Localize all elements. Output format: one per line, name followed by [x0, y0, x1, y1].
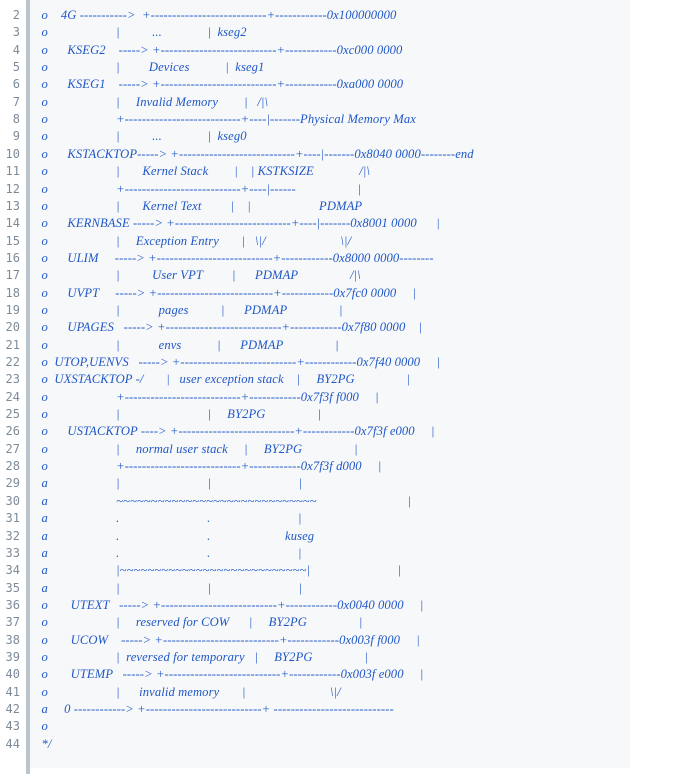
line-number: 13 — [5, 198, 20, 213]
code-text: o 4G -----------> +---------------------------+------------0x100000000 — [35, 8, 397, 22]
code-text: o +---------------------------+------------0x7f3f f000 | — [35, 389, 379, 404]
code-text: o | reserved for COW | BY2PG | — [35, 615, 363, 630]
line-number: 24 — [5, 389, 20, 404]
line-number: 19 — [5, 302, 20, 317]
code-line — [0, 371, 673, 388]
code-text: a ~~~~~~~~~~~~~~~~~~~~~~~~~~~~~ | — [35, 493, 412, 508]
line-number: 34 — [5, 563, 20, 578]
code-text: a . . kuseg — [35, 528, 315, 543]
code-text: o | Devices | kseg1 — [35, 60, 265, 75]
code-text: a . . | — [35, 511, 302, 526]
line-number: 43 — [5, 719, 20, 734]
code-text: o UTOP,UENVS -----> +---------------------------+------------0x7f40 0000 | — [35, 355, 440, 369]
code-line — [0, 718, 673, 735]
line-number: 10 — [5, 146, 20, 161]
line-number: 31 — [5, 511, 20, 526]
code-line — [0, 267, 673, 284]
code-line — [0, 24, 673, 41]
code-text: o UXSTACKTOP -/ | user exception stack | BY2PG | — [35, 372, 411, 387]
code-line — [0, 389, 673, 406]
code-line — [0, 580, 673, 597]
line-number: 4 — [12, 42, 20, 57]
line-number: 11 — [5, 164, 20, 179]
code-text: o | reversed for temporary | BY2PG | — [35, 649, 369, 664]
code-line — [0, 406, 673, 423]
code-line — [0, 510, 673, 527]
code-line — [0, 215, 673, 232]
code-line — [0, 458, 673, 475]
code-text: o | normal user stack | BY2PG | — [35, 441, 358, 456]
line-number: 23 — [5, 372, 20, 387]
line-number: 21 — [5, 337, 20, 352]
code-text: a | | | — [35, 476, 303, 491]
code-text: a 0 ------------> +---------------------------+ ---------------------------- — [35, 702, 394, 716]
line-number: 42 — [5, 702, 20, 716]
code-line — [0, 146, 673, 163]
line-number: 35 — [5, 580, 20, 595]
code-text: o UPAGES -----> +---------------------------+------------0x7f80 0000 | — [35, 320, 422, 335]
code-line — [0, 233, 673, 250]
code-line — [0, 163, 673, 180]
line-number: 8 — [12, 112, 20, 127]
code-text: a |~~~~~~~~~~~~~~~~~~~~~~~~~~~| | — [35, 563, 402, 578]
line-number: 39 — [5, 649, 20, 664]
code-line — [0, 94, 673, 111]
code-line — [0, 475, 673, 492]
code-text: o UCOW -----> +---------------------------+------------0x003f f000 | — [35, 632, 420, 647]
line-number: 29 — [5, 476, 20, 491]
code-line — [0, 632, 673, 649]
line-number: 17 — [5, 268, 20, 283]
code-text: a | | | — [35, 580, 303, 595]
code-line — [0, 59, 673, 76]
line-number: 41 — [5, 684, 20, 699]
line-number: 2 — [12, 8, 20, 22]
line-number: 33 — [5, 545, 20, 560]
line-number: 22 — [5, 355, 20, 369]
code-text: o USTACKTOP ----> +---------------------------+------------0x7f3f e000 | — [35, 424, 435, 439]
code-text: a . . | — [35, 545, 302, 560]
line-number: 7 — [12, 94, 20, 109]
line-number: 3 — [12, 25, 20, 40]
code-text: o | Exception Entry | \|/ \|/ — [35, 233, 352, 248]
line-number: 5 — [12, 60, 20, 75]
code-text: o | Kernel Stack | | KSTKSIZE /|\ — [35, 164, 370, 179]
code-text: o | envs | PDMAP | — [35, 337, 339, 352]
line-number: 15 — [5, 233, 20, 248]
code-line — [0, 285, 673, 302]
code-text: o | User VPT | PDMAP /|\ — [35, 268, 361, 283]
line-number: 32 — [5, 528, 20, 543]
code-line — [0, 562, 673, 579]
line-number: 27 — [5, 441, 20, 456]
code-line — [0, 250, 673, 267]
code-text: o | Invalid Memory | /|\ — [35, 94, 269, 109]
code-line — [0, 111, 673, 128]
code-line — [0, 493, 673, 510]
code-line — [0, 354, 673, 371]
line-number: 9 — [12, 129, 20, 144]
code-text: o KERNBASE -----> +---------------------------+----|-------0x8001 0000 | — [35, 216, 440, 231]
code-text: o KSEG1 -----> +---------------------------+------------0xa000 0000 — [35, 77, 404, 92]
code-text: o | | BY2PG | — [35, 407, 322, 422]
code-text: o | ... | kseg0 — [35, 129, 247, 144]
code-line — [0, 423, 673, 440]
code-line — [0, 76, 673, 93]
code-line — [0, 701, 673, 718]
code-text: o KSEG2 -----> +---------------------------+------------0xc000 0000 — [35, 42, 403, 57]
code-text: o UVPT -----> +---------------------------+------------0x7fc0 0000 | — [35, 285, 417, 300]
code-text: o +---------------------------+----|-------Physical Memory Max — [35, 112, 416, 127]
code-text: o — [35, 719, 48, 734]
code-text: o | invalid memory | \|/ — [35, 684, 341, 699]
code-line — [0, 7, 673, 24]
code-line — [0, 666, 673, 683]
code-line — [0, 545, 673, 562]
code-line — [0, 736, 673, 753]
line-number: 16 — [5, 250, 20, 265]
line-number: 12 — [5, 181, 20, 196]
code-line — [0, 128, 673, 145]
code-line — [0, 337, 673, 354]
code-line — [0, 302, 673, 319]
code-line — [0, 528, 673, 545]
code-text: o UTEXT -----> +---------------------------+------------0x0040 0000 | — [35, 597, 424, 612]
code-line — [0, 181, 673, 198]
code-line — [0, 614, 673, 631]
line-number: 26 — [5, 424, 20, 439]
code-text: o | ... | kseg2 — [35, 25, 247, 40]
code-text: o | pages | PDMAP | — [35, 302, 343, 317]
line-number: 6 — [12, 77, 20, 92]
code-text: o ULIM -----> +---------------------------+------------0x8000 0000-------- — [35, 250, 434, 265]
line-number: 44 — [5, 736, 20, 751]
code-text: o UTEMP -----> +---------------------------+------------0x003f e000 | — [35, 667, 424, 682]
code-text: o | Kernel Text | | PDMAP — [35, 198, 363, 213]
line-number: 40 — [5, 667, 20, 682]
code-text: o KSTACKTOP-----> +---------------------------+----|-------0x8040 0000--------end — [35, 146, 474, 161]
code-line — [0, 649, 673, 666]
code-line — [0, 319, 673, 336]
line-number: 30 — [5, 493, 20, 508]
line-number: 37 — [5, 615, 20, 630]
line-number: 38 — [5, 632, 20, 647]
code-line — [0, 42, 673, 59]
code-line — [0, 441, 673, 458]
line-number: 20 — [5, 320, 20, 335]
code-text: */ — [35, 736, 52, 751]
code-text: o +---------------------------+------------0x7f3f d000 | — [35, 459, 382, 474]
code-line — [0, 684, 673, 701]
line-number: 25 — [5, 407, 20, 422]
line-number: 18 — [5, 285, 20, 300]
code-text: o +---------------------------+----|------ | — [35, 181, 362, 196]
line-number: 14 — [5, 216, 20, 231]
code-line — [0, 597, 673, 614]
line-number: 28 — [5, 459, 20, 474]
line-number: 36 — [5, 597, 20, 612]
code-line — [0, 198, 673, 215]
